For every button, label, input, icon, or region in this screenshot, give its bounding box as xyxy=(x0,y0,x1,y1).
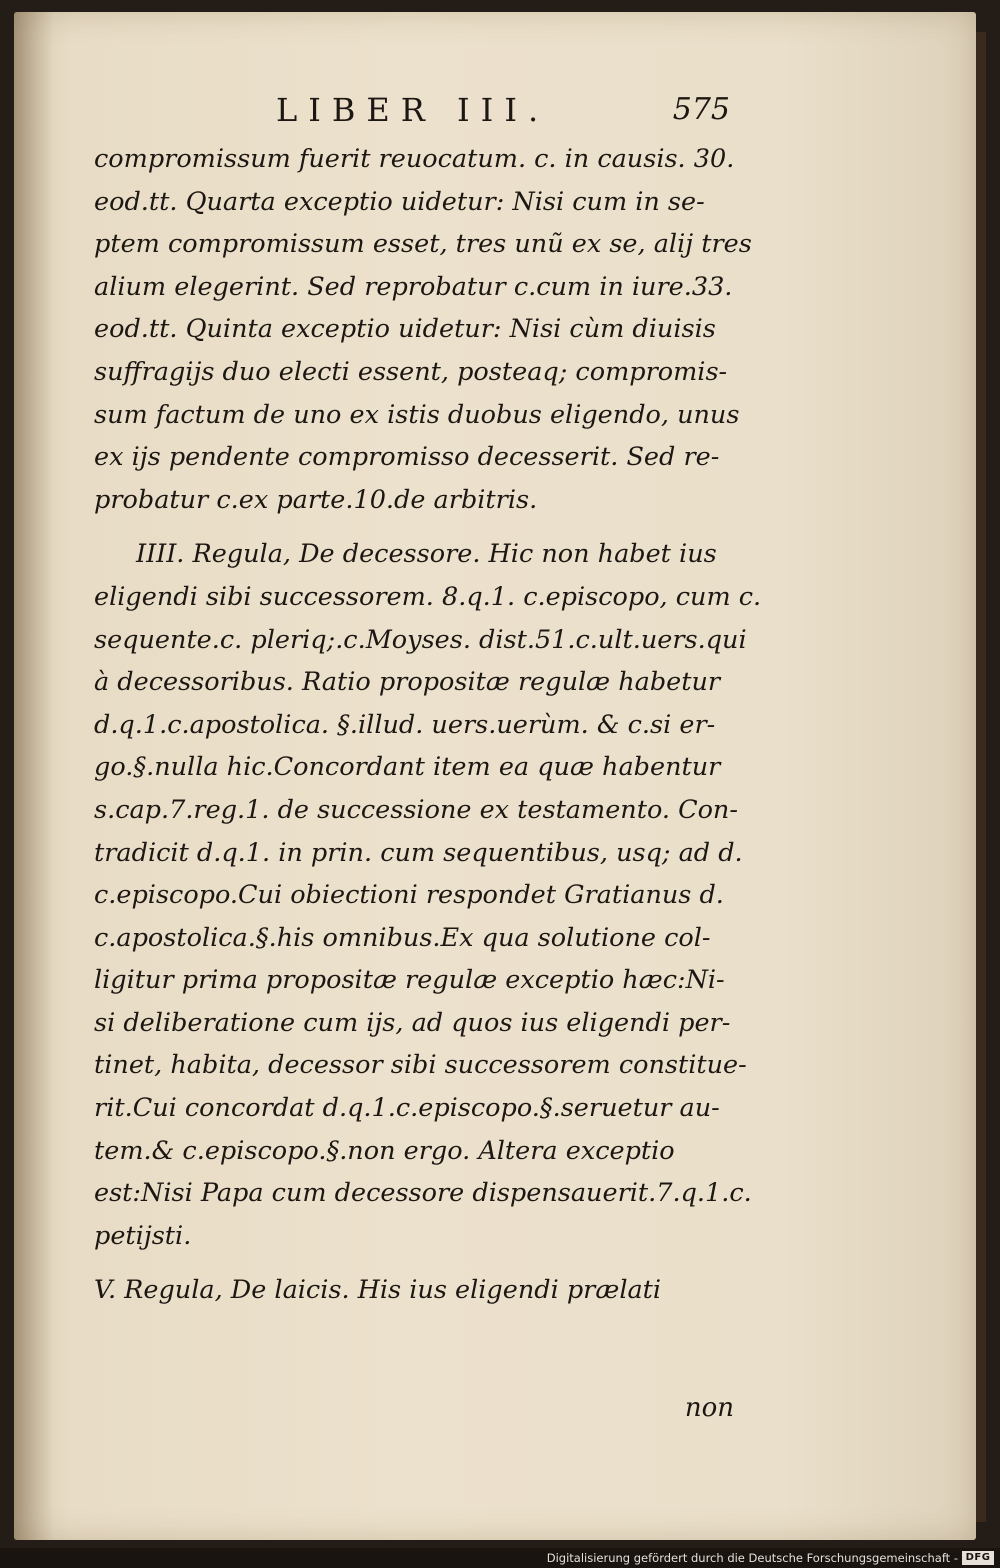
text-line: compromissum fuerit reuocatum. c. in causis. 30. xyxy=(94,144,735,174)
body-text xyxy=(94,138,762,1423)
text-line: tem.& c.episcopo.§.non ergo. Altera exceptio xyxy=(94,1135,675,1166)
folio-number: 575 xyxy=(672,92,730,127)
text-line: ptem compromissum esset, tres unũ ex se, alij tres xyxy=(94,229,752,260)
text-line: eod.tt. Quinta exceptio uidetur: Nisi cùm diuisis xyxy=(94,314,716,345)
paragraph-start-regula-5: V. Regula, De laicis. His ius eligendi prælati xyxy=(94,1275,662,1306)
text-line: ex ijs pendente compromisso decesserit. Sed re- xyxy=(94,442,720,473)
digitization-footer xyxy=(0,1548,1000,1568)
text-line: tinet, habita, decessor sibi successorem constitue- xyxy=(94,1050,747,1081)
paragraph-start-regula-4: IIII. Regula, De decessore. Hic non habet ius xyxy=(136,539,717,570)
text-line: d.q.1.c.apostolica. §.illud. uers.uerùm. & c.si er- xyxy=(94,709,716,740)
text-line: petijsti. xyxy=(94,1220,192,1251)
page-header xyxy=(80,90,730,130)
text-line: alium elegerint. Sed reprobatur c.cum in iure.33. xyxy=(94,271,733,302)
book-page xyxy=(14,12,976,1540)
text-line: à decessoribus. Ratio propositæ regulæ habetur xyxy=(94,667,721,698)
text-line: eod.tt. Quarta exceptio uidetur: Nisi cum in se- xyxy=(94,186,705,217)
text-line: suffragijs duo electi essent, posteaq; compromis- xyxy=(94,356,728,387)
dfg-logo-icon: DFG xyxy=(962,1551,994,1565)
text-line: eligendi sibi successorem. 8.q.1. c.episcopo, cum c. xyxy=(94,581,762,612)
text-line: tradicit d.q.1. in prin. cum sequentibus, usq; ad d. xyxy=(94,837,743,868)
text-line: probatur c.ex parte.10.de arbitris. xyxy=(94,484,538,515)
text-line: rit.Cui concordat d.q.1.c.episcopo.§.seruetur au- xyxy=(94,1093,720,1124)
text-line: si deliberatione cum ijs, ad quos ius eligendi per- xyxy=(94,1007,731,1038)
running-head: LIBER III. xyxy=(276,91,550,129)
catchword: non xyxy=(684,1393,734,1423)
funding-credit: Digitalisierung gefördert durch die Deutsche Forschungsgemeinschaft - xyxy=(546,1551,958,1565)
text-line: sequente.c. pleriq;.c.Moyses. dist.51.c.ult.uers.qui xyxy=(94,624,747,655)
text-line: s.cap.7.reg.1. de successione ex testamento. Con- xyxy=(94,794,738,825)
page-edge xyxy=(976,32,986,1522)
text-line: ligitur prima propositæ regulæ exceptio hæc:Ni- xyxy=(94,965,725,996)
text-line: c.episcopo.Cui obiectioni respondet Gratianus d. xyxy=(94,880,724,911)
page-gutter-shadow xyxy=(14,12,54,1540)
text-line: est:Nisi Papa cum decessore dispensauerit.7.q.1.c. xyxy=(94,1178,752,1209)
text-line: go.§.nulla hic.Concordant item ea quæ habentur xyxy=(94,752,721,783)
text-line: c.apostolica.§.his omnibus.Ex qua solutione col- xyxy=(94,922,711,953)
text-line: sum factum de uno ex istis duobus eligendo, unus xyxy=(94,399,740,430)
